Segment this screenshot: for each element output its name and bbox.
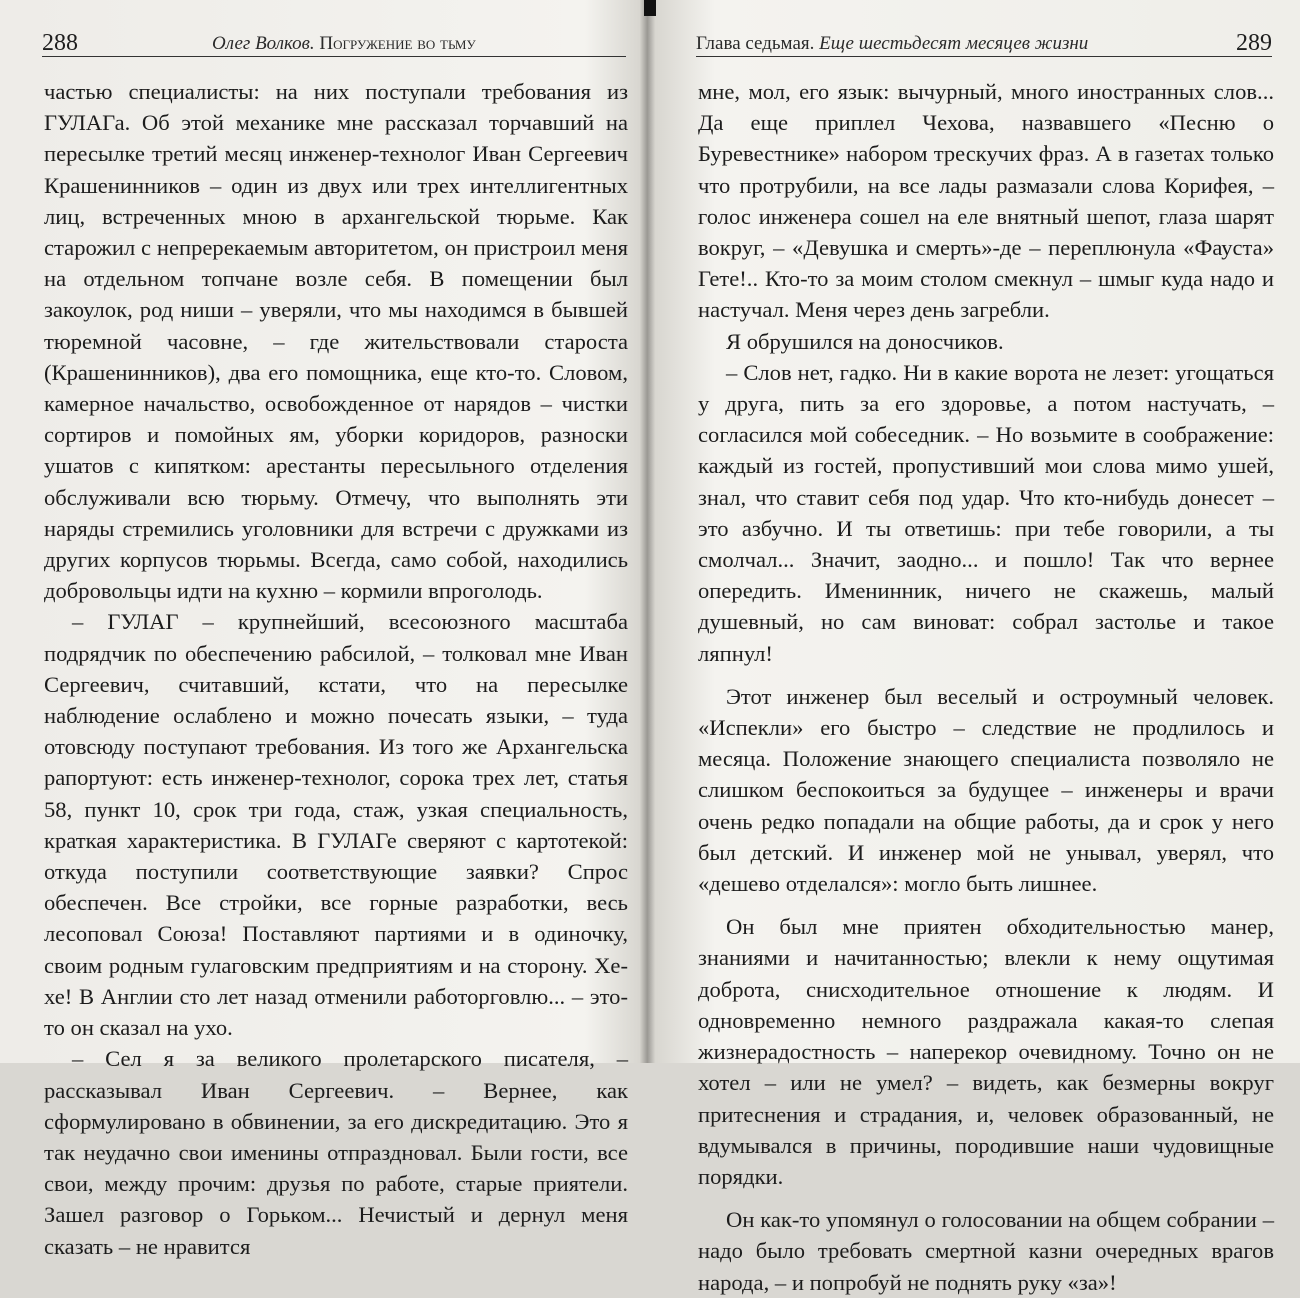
paragraph: Этот инженер был веселый и остроумный человек. «Испекли» его быстро – следствие не продлилось и месяца. Положение знающего специалиста позволяло не слишком беспокоиться за будущее – инженеры и врачи очень редко попадали на общие работы, да и срок у него был детский. И инженер мой не унывал, уверял, что «дешево отделался»: могло быть лишнее. [698, 683, 1274, 897]
right-page-body [698, 76, 1274, 1298]
spine-shadow [644, 0, 656, 16]
paragraph: частью специалисты: на них поступали требования из ГУЛАГа. Об этой механике мне рассказал торчавший на пересылке третий месяц инженер-технолог Иван Сергеевич Крашенинников – один из двух или трех интеллигентных лиц, встреченных мною в архангельской тюрьме. Как старожил с непререкаемым авторитетом, он пристроил меня на отдельном топчане возле себя. В помещении был закоулок, род ниши – уверяли, что мы находимся в бывшей тюремной часовне, – где жительствовали староста (Крашенинников), два его помощника, еще кто-то. Словом, камерное начальство, освобожденное от нарядов – чистки сортиров и помойных ям, уборки коридоров, разноски ушатов с кипятком: арестанты пересыльного отделения обслуживали всю тюрьму. Отмечу, что выполнять эти наряды стремились уголовники для встречи с дружками из других корпусов тюрьмы. Всегда, само собой, находились добровольцы идти на кухню – кормили впроголодь. [44, 79, 628, 604]
header-book-title: Погружение во тьму [319, 33, 476, 54]
paragraph: Он как-то упомянул о голосовании на общем собрании – надо было требовать смертной казни очередных врагов народа, – и попробуй не поднять руку «за»! [698, 1207, 1274, 1295]
right-running-header [696, 26, 1272, 57]
header-chapter-title: Еще шестьдесят месяцев жизни [819, 33, 1089, 54]
right-page [660, 0, 1300, 1295]
paragraph: – ГУЛАГ – крупнейший, всесоюзного масштаба подрядчик по обеспечению рабсилой, – толковал мне Иван Сергеевич, считавший, кстати, что на пересылке наблюдение ослаблено и можно почесать языки, – туда отовсюду поступают требования. Из того же Архангельска рапортуют: есть инженер-технолог, сорока трех лет, статья 58, пункт 10, срок три года, стаж, узкая специальность, краткая характеристика. В ГУЛАГе сверяют с картотекой: откуда поступили соответствующие заявки? Спрос обеспечен. Все стройки, все горные разработки, весь лесоповал Союза! Поставляют партиями и в одиночку, своим родным гулаговским предприятиям и на сторону. Хе-хе! В Англии сто лет назад отменили работорговлю... – это-то он сказал на ухо. [44, 609, 628, 1041]
header-chapter: Глава седьмая. [696, 33, 815, 54]
right-header-text [696, 33, 1088, 55]
paragraph: Он был мне приятен обходительностью манер, знаниями и начитанностью; влекли к нему ощутимая доброта, снисходительное отношение к людям. И одновременно немного раздражала какая-то слепая жизнерадостность – наперекор очевидному. Точно он не хотел – или не умел? – видеть, как безмерны вокруг притеснения и страдания, и, человек образованный, не вдумывался в причины, породившие наши чудовищные порядки. [698, 914, 1274, 1189]
left-header-text [212, 33, 476, 55]
left-page-body [44, 76, 628, 1262]
paragraph: мне, мол, его язык: вычурный, много иностранных слов... Да еще приплел Чехова, назвавшего «Песню о Буревестнике» набором трескучих фраз. А в газетах только что протрубили, на все лады размазали слова Корифея, – голос инженера сошел на еле внятный шепот, глаза шарят вокруг, – «Девушка и смерть»-де – переплюнула «Фауста» Гете!.. Кто-то за моим столом смекнул – шмыг куда надо и настучал. Меня через день загребли. [698, 79, 1274, 323]
left-page [0, 0, 640, 1259]
paragraph: Я обрушился на доносчиков. [726, 328, 1004, 354]
paragraph: – Сел я за великого пролетарского писателя, – рассказывал Иван Сергеевич. – Вернее, как сформулировано в обвинении, за его дискредитацию. Это я так неудачно свои именины отпраздновал. Были гости, все свои, между прочим: друзья по работе, старые приятели. Зашел разговор о Горьком... Нечистый и дернул меня сказать – не нравится [44, 1046, 628, 1259]
header-author: Олег Волков. [212, 33, 315, 54]
left-running-header [42, 26, 626, 57]
left-page-number: 288 [42, 30, 78, 56]
paragraph: – Слов нет, гадко. Ни в какие ворота не лезет: угощаться у друга, пить за его здоровье, а потом настучать, – согласился мой собеседник. – Но возьмите в соображение: каждый из гостей, пропустивший мои слова мимо ушей, знал, что ставит себя под удар. Что кто-нибудь донесет – это азбучно. И ты ответишь: при тебе говорили, а ты смолчал... Значит, заодно... и пошло! Так что вернее опередить. Именинник, ничего не скажешь, малый душевный, но сам виноват: собрал застолье и такое ляпнул! [698, 359, 1274, 666]
right-page-number: 289 [1236, 30, 1272, 56]
